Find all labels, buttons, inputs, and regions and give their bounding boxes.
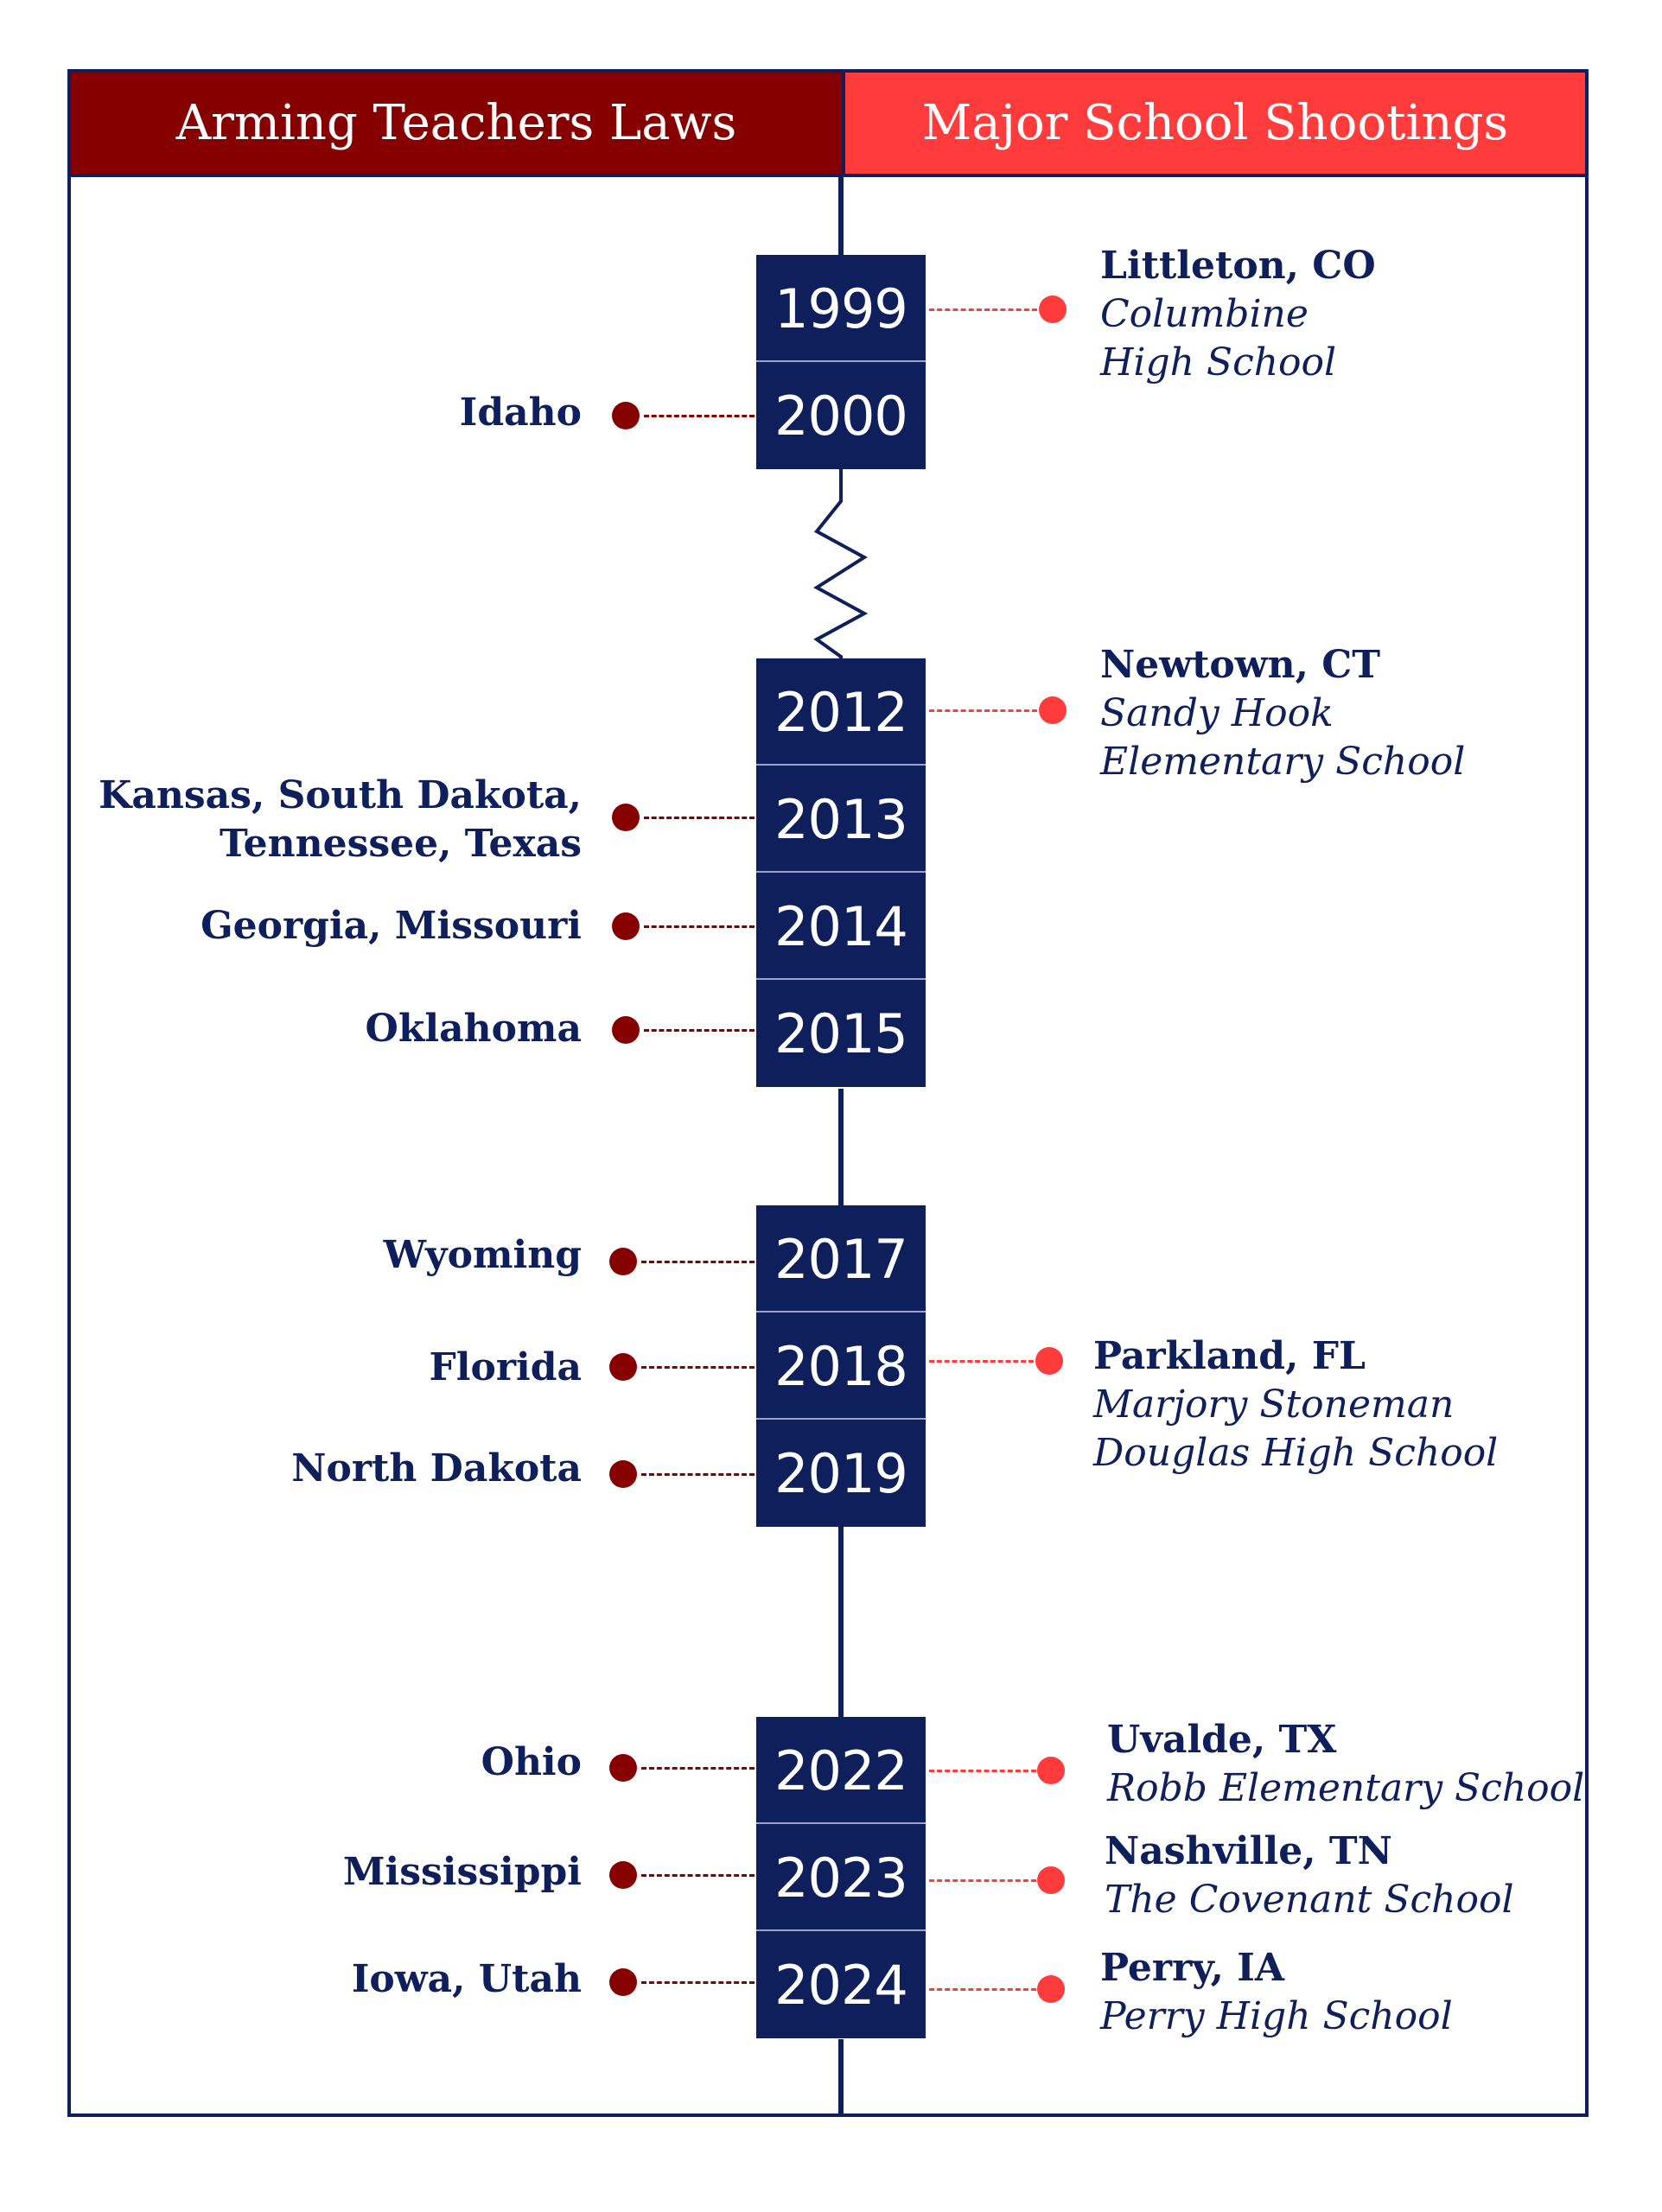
timeline-spine [838,1525,844,1719]
law-state-label: Idaho [459,391,582,435]
shooting-dot-icon [1037,1975,1065,2003]
law-dot-icon [609,1754,637,1782]
shooting-school: Perry High School [1100,1994,1453,2038]
law-dot-icon [609,1248,637,1275]
law-connector [644,415,755,417]
shooting-event [1105,1827,1514,1924]
law-connector [641,1767,755,1770]
shooting-place: Perry, IA [1100,1946,1284,1990]
law-state-label: Wyoming [383,1233,582,1277]
year-box-2022: 2022 [756,1717,926,1824]
law-state-label: Florida [429,1345,582,1389]
law-state-label: Georgia, Missouri [201,904,582,948]
header-arming-teachers-laws: Arming Teachers Laws [67,69,842,177]
law-dot-icon [609,1353,637,1381]
year-box-2024: 2024 [756,1931,926,2038]
shooting-event [1100,242,1376,387]
shooting-school: Sandy Hook Elementary School [1100,691,1466,784]
shooting-school: Robb Elementary School [1107,1766,1585,1810]
shooting-school: Marjory Stoneman Douglas High School [1093,1382,1499,1475]
shooting-connector [929,1770,1036,1772]
year-box-2023: 2023 [756,1824,926,1931]
law-dot-icon [612,912,640,940]
year-box-2018: 2018 [756,1313,926,1420]
shooting-dot-icon [1035,1347,1063,1375]
law-dot-icon [612,1016,640,1044]
timeline-break-zigzag-icon [804,467,882,661]
law-dot-icon [609,1460,637,1488]
shooting-connector [929,709,1037,712]
shooting-place: Nashville, TN [1105,1829,1392,1873]
shooting-place: Littleton, CO [1100,244,1376,288]
year-box-2017: 2017 [756,1205,926,1313]
law-connector [641,1366,755,1369]
shooting-dot-icon [1037,1757,1065,1784]
law-dot-icon [612,804,640,831]
law-state-label: Mississippi [342,1850,582,1894]
shooting-dot-icon [1039,696,1067,724]
shooting-place: Newtown, CT [1100,643,1381,687]
shooting-school: Columbine High School [1100,292,1337,385]
shooting-place: Uvalde, TX [1107,1718,1337,1762]
year-box-2013: 2013 [756,766,926,873]
year-box-1999: 1999 [756,255,926,362]
shooting-dot-icon [1039,296,1067,323]
shooting-dot-icon [1037,1866,1065,1894]
timeline-spine [838,2039,844,2117]
law-connector [641,1473,755,1476]
law-connector [644,817,755,819]
law-dot-icon [612,402,640,429]
law-state-label: North Dakota [291,1446,582,1491]
law-dot-icon [609,1861,637,1889]
year-box-2014: 2014 [756,873,926,980]
shooting-school: The Covenant School [1105,1878,1514,1922]
year-box-2019: 2019 [756,1420,926,1527]
law-state-label: Iowa, Utah [351,1957,582,2001]
law-connector [641,1981,755,1984]
shooting-event [1107,1716,1584,1813]
shooting-connector [929,1360,1034,1363]
shooting-event [1100,1944,1453,2041]
year-box-2015: 2015 [756,980,926,1087]
shooting-place: Parkland, FL [1093,1334,1366,1378]
law-connector [641,1874,755,1877]
law-state-label: Oklahoma [365,1007,582,1051]
year-box-2000: 2000 [756,362,926,469]
shooting-connector [929,1879,1036,1882]
law-state-label: Kansas, South Dakota, Tennessee, Texas [99,773,582,866]
law-dot-icon [609,1968,637,1996]
shooting-connector [929,1988,1036,1991]
shooting-connector [929,308,1037,311]
law-connector [644,925,755,928]
timeline-spine [838,177,844,255]
timeline-spine [838,1089,844,1205]
law-connector [644,1029,755,1032]
year-box-2012: 2012 [756,658,926,766]
shooting-event [1100,641,1465,786]
law-connector [641,1261,755,1263]
header-major-school-shootings: Major School Shootings [842,69,1589,177]
shooting-event [1093,1332,1498,1478]
law-state-label: Ohio [481,1740,582,1784]
